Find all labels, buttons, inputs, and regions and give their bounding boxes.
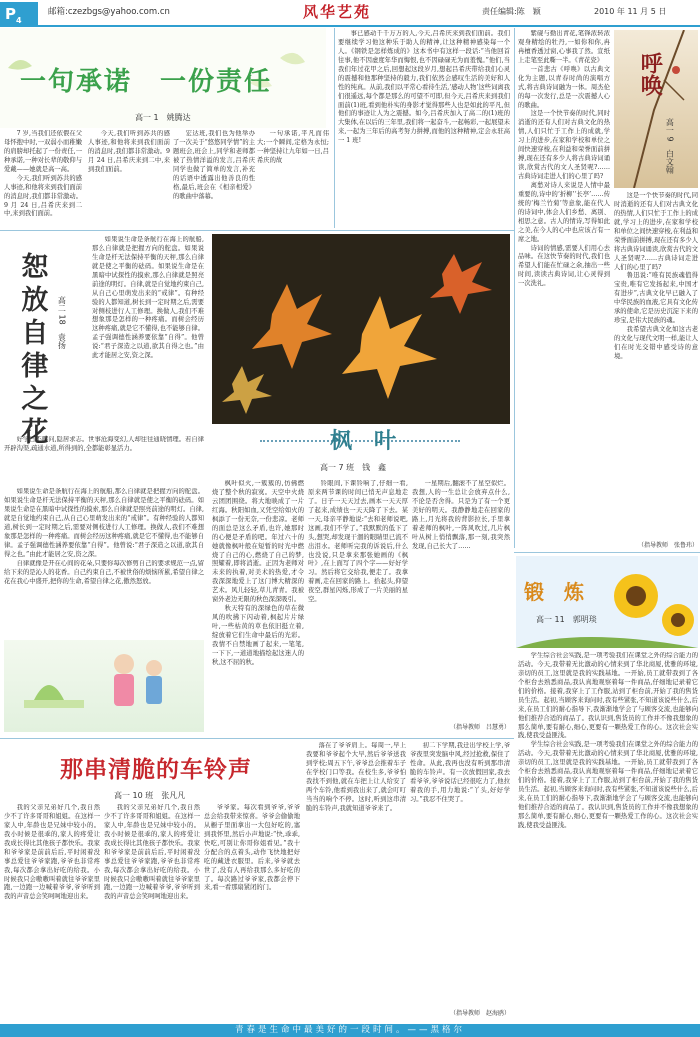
page-number: 4 xyxy=(16,16,22,25)
bell-title-area xyxy=(4,742,324,802)
article-column: 我的父亲兄弟好几个,我自然少不了许多哥哥和姐姐。在这样一家人中,年龄也是兄妹中较小的。我小时候是很乖的,家人的疼爱让我成长得比其他孩子都快乐。我家和爷爷家是前前后后,平时闲着没事总爱往爷爷家跑,爷爷也非常疼我,每次都会拿出好吃的给我。小时候我只会嗷嗷叫着就往爷爷家里跑,一边跑一边喊着爷爷,爷爷听到我的声音总会笑呵呵地迎出来。 xyxy=(4,804,100,901)
article-column: 这是一个快节奏的时代,同时消逝的还有人们对古典文化的热情,人们只忙于工作上的成就,学习上的进步,在家和学校和单位之间快速穿梭,在利益和荣誉面前拼搏,现在还有多少人将古典诗词诵读,欣赏古代的文人圣贤呢?……古典诗词走进人们的心里了吗? 鲁迅说:“唯有民族魂值得宝贵,唯有它发扬起来,中国才有进步”,古典文化早已融入了中华民族的血液,它具有文化传承的使命,它是历史沉淀下来的珍宝,是伟大民族的魂。 我希望古典文化如这古老的文化与现代文明一样,能让人们在时光交错中感受诗的意境。 xyxy=(614,192,698,360)
article-column: 宏达班,我们也为他举办了一次关于“悠悠同学情”的主题班会,班会上,同学和老师都被了热情洋溢的发言,吕希庆同学也做了简单的发言,补充的话语中透露出他善良的性格,最后,班会在《相亲相爱》的歌曲中落幕。 xyxy=(173,130,255,200)
article-title: 锻 炼 xyxy=(524,580,584,604)
article-byline: 高一 9 白文翰 xyxy=(665,118,675,174)
editor-credit: 责任编辑:陈 颖 xyxy=(482,7,541,16)
article-column: 自律就像是开在心间的花朵,只要你每次修剪自己的要求规范一点,留给下来的是沁人的花香。自己约束自己,不被世俗的烦恼所累,希望自律之花在我心中盛开,把你的生命,希望自律之花,傲然怒放。 xyxy=(4,560,204,585)
article-byline: 高二 18 袁扬 xyxy=(57,296,67,349)
article-column: 铃眼间,下课铃响了,仔细一看,原来两节课的时间已悄无声息地走了。日子一天天过去,画本一天天厚了起来,成绩也一天天降了下去。某一天,母亲平静地说:“去和老师说吧,这画,我们不学了。”我默默的低下了头,想哭,却发现干涸的眼睛里已流不出泪水。老师听完我的诉说后,什么也没说,只是拿来那张她画的《枫叶》,在上面写了四个字——好好学习。然后将它交给我,便走了。我拿着画,走在回家的路上。拾起头,仰望夜空,群星闪烁,形成了一片美丽的星空。 xyxy=(308,480,408,604)
page-number-tab xyxy=(0,2,38,26)
page-header xyxy=(0,0,700,26)
article-column: 7 岁,当我们还依偎在父母怀抱中时,一双弱小而稚嫩的肩膀却托起了一份责任,一种承诺,一种对长辈的敬仰与爱戴——她就是高一高。 今天,我们听到苏共的感人事迹,和他将来到我们面前的消息时,我们都非常激动。9 月 24 日,吕希庆来到二中,来到我们面前。 xyxy=(4,130,82,218)
article-continuation: 紫砚与勤出青花,笔锋浓转浓观身精绘的牡丹,一如你和你,冉冉檀香透过窗,心事我了然。宣纸上走笔至此嘶一半。《青花瓷》 一首悲古《呼唤》以古典文化为主题,以青春时尚的演唱方式,将古典诗词融为一体。周杰伦的每一次发行,总是一次震撼人心的歌曲。 这是一个快节奏的时代,同时消逝的还有人们对古典文化的热情,人们只忙于工作上的成就,学习上的进步,在家和学校和单位之间快速穿梭,在利益和荣誉面前拼搏,现在还有多少人将古典诗词诵读,欣赏古代的文人圣贤呢?……古典诗词走进人们的心里了吗? 离愁对诗人来说是人情中最重要的,诗中的‘折柳’‘长亭’……传统的‘梅兰竹菊’等意象,能在代人的诗词中,体会人们乡愁、离别、相思之意。古人的情诗,写得如此之美,在今人的心中也应该占有一席之地。 诗词的情感,需要人们用心去品味。在这快节奏的时代,我们也希望人们能在忙碌之余,抽出一些时间,读读古典诗词,让心灵得到一次洗礼。 xyxy=(518,30,610,288)
page-label: P xyxy=(5,5,16,23)
students-icon xyxy=(4,640,204,732)
hu-huan-title-panel xyxy=(614,30,698,188)
article-column: 学生综合社会实践,是一项考验我们在课堂之外的综合能力的活动。今天,我带着无比激动的心情来到了华北商厦,优雅的环境,亲切的员工,这里就是我的实践基地。一开始,员工就带我到了各个柜台去熟悉商品,我认真地观察着每一件商品,仔细地记录着它们的价格。接着,我穿上了工作服,站到了柜台前,开始了我的售货员生活。起初,当顾客来询问时,我有些紧张,不知道该说些什么,后来,在员工们的耐心指导下,我渐渐地学会了与顾客交流,也能够向他们推荐合适的商品了。我认识到,售货员的工作并不像我想象的那么简单,要有耐心,细心,更要有一颗热爱工作的心。这次社会实践,使我受益匪浅。 学生综合社会实践,是一项考验我们在课堂之外的综合能力的活动。今天,我带着无比激动的心情来到了华北商厦,优雅的环境,亲切的员工,这里就是我的实践基地。一开始,员工就带我到了各个柜台去熟悉商品,我认真地观察着每一件商品,仔细地记录着它们的价格。接着,我穿上了工作服,站到了柜台前,开始了我的售货员生活。起初,当顾客来询问时,我有些紧张,不知道该说些什么,后来,在员工们的耐心指导下,我渐渐地学会了与顾客交流,也能够向他们推荐合适的商品了。我认识到,售货员的工作并不像我想象的那么简单,要有耐心,细心,更要有一颗热爱工作的心。这次社会实践,使我受益匪浅。 xyxy=(518,652,698,829)
article-column: 如果说生命是条航行在海上的航船,那么自律就是把握方向的舵盘。如果说生命是杆无法保持平衡的天秤,那么自律就是使之平衡的砝码。如果说生命是在黑暗中试探性的摸索,那么自律就是照亮前途的明灯。自律,就是自觉地约束自己,从自己心里萌发出来的“戒律”。有种经验的人都知道,树长到一定时期之后,需要对侧枝进行人工修理。换做人,我们不难想象那是怎样的一种疼痛。而树会经历这种疼痛,就是它不懂得,也不能够自律。孟子强调德性涵养要依靠“自得”。他曾说:“君子深造之以道,欲其自得之也。”由此才能居之安,资之深。 xyxy=(4,488,204,558)
article-title: 呼唤 xyxy=(637,52,663,96)
article-column: 落在了爷爷肩上。每周一,早上我要和爷爷起个大早,然后爷爷送我到学校;周五下午,爷爷总会推着车子在学校门口等我。在校生多,爷爷怕我找不到他,就在车把上让人给安了两个车铃,他看到我出来了,就会叮叮当当的响个不停。这时,听到这串清脆的车铃声,我就知道爷爷来了。 xyxy=(306,742,406,812)
article-column: 如果说生命是条航行在海上的航船,那么自律就是把握方向的舵盘。如果说生命是杆无法保持平衡的天秤,那么自律就是使之平衡的砝码。如果说生命是在黑暗中试探性的摸索,那么自律就是照亮前途的明灯。自律,就是自觉地约束自己,从自己心里萌发出来的“戒律”。有种经验的人都知道,树长到一定时期之后,需要对侧枝进行人工修理。换做人,我们不难想象那是怎样的一种疼痛。而树会经历这种疼痛,就是它不懂得,也不能够自律。孟子强调德性涵养要依靠“自得”。他曾说:“君子深造之以道,欲其自得之也。”由此才能居之安,资之深。 xyxy=(92,236,204,360)
maple-leaves-photo xyxy=(212,234,510,424)
article-promise-title-area xyxy=(0,28,326,128)
issue-date: 2010 年 11 月 5 日 xyxy=(594,7,667,16)
duanlian-title-panel xyxy=(516,556,698,648)
article-title: 那串清脆的车铃声 xyxy=(60,757,252,783)
advisor-signature: （指导教师 赵海鸥） xyxy=(449,1010,510,1017)
article-column: 枫叶似火,一簇簇的,仿佛燃烧了整个秋的寂寞。天空中火烧云团团围绕。将大地映成了一片红海。秋阳如血,又凭空给如火的枫添了一份无奈,一份悲凉。老师的面总是这么矛盾,也许,她那时的心便是矛盾的吧。年过六十的她就像枫叶般在短暂的时光中燃烧了自己的心,燃烧了自己的梦,照耀着,即将消逝。正因为老师对未来的执着,对美术的热爱,才令我深深地爱上了这门博大精深的艺术。风儿轻轻,草儿青青。我被窗外老边无限的秋色深深吸引。 秋天特有的深绿色的草在微风的吹拂下闪动着,枫起片片绿叶,一些枯黄的草也依旧挺立着,绽放着它们生命中最后的光彩。我情不自禁地画了起来,一笔笔,一下下,一道道地描绘起这迷人的秋,这不屈的秋。 xyxy=(212,480,304,666)
article-byline: 高一 11 郭明琰 xyxy=(536,615,597,624)
article-column: 爷爷家。每次看到爷爷,爷爷总会给我带来惊喜。爷爷会偷偷地从橱子里面拿出一大包好吃的,塞到我怀里,然后小声地说:“快,乖乖,快吃,可别让你哥你姐看见。”我十分配合的点着头,动作飞快地把好吃的藏进衣服里。后来,爷爷就去世了,没有人再给我那么多好吃的了。每次路过爷爷家,我都会停下来,看一看那扇紧闭的门。 xyxy=(204,804,300,892)
header-rule xyxy=(0,25,700,27)
footer-quote: 青春是生命中最美好的一段时间。——黑格尔 xyxy=(0,1024,700,1037)
section-title: 风华艺苑 xyxy=(303,3,372,21)
email-address: 邮箱:czezbgs@yahoo.com.cn xyxy=(48,7,170,17)
advisor-signature: （指导教师 张鲁玮） xyxy=(637,542,698,549)
article-title: 一句承诺 一份责任 xyxy=(20,67,273,97)
maple-title-area xyxy=(212,426,510,478)
article-title: 枫 叶 xyxy=(330,429,397,454)
article-continuation: 事已感动千千万万的人,今天,吕希庆来到我们面前。我们要继续学习他这种乐于助人的精神,让这种精神感染每一个人。《钢铁是怎样炼成的》这本书中有这样一段话:“当他回首往事,他不因虚度年华而悔恨,也不因碌碌无为而羞愧。”他们,当我们年过花甲之后,回想起这段岁月,想起吕希庆带给我们心灵的震撼和他那种坚持的毅力,我们依然会感叹生活的美好和人性的纯真。从前,我们以平常心看待生活,‘感动人物’这些词离我们很遥远,每个都是那么的可望不可即,但今天,吕希庆来到我们面前(1)班,看到他朴实的身影才觉得那些人也是如此的平凡,但他们的事迹让人为之震撼。如今,吕希庆加入了高二的(1)班的大集体,在以后的三年里,我们将一起奋斗,一起畅彩,一起展望未来,一起为三年后的高考努力拼搏,而他的这种精神,定会永驻高一 1 班! xyxy=(338,30,510,145)
article-column: 一星期后,翻滚不了星空似烂。我想,人的一生总让会放弃点什么,不论是否舍得。只是为了有一个更美好的明天。我静静地走在回家的路上,月光将我的背影拉长,手里拿着老师的枫叶,一阵风吹过,几片枫叶从树上悄悄飘落,那一刻,我突然发现,自己长大了…… xyxy=(412,480,510,550)
article-column: 好学日不暇问,隐居求志。世事沧海变幻,人却往往通晓情理。若自律开辟沟渠,疏通水道,所得到的,全都能彰显活力。 xyxy=(4,436,204,452)
article-column: 我的父亲兄弟好几个,我自然少不了许多哥哥和姐姐。在这样一家人中,年龄也是兄妹中较小的。我小时候是很乖的,家人的疼爱让我成长得比其他孩子都快乐。我家和爷爷家是前前后后,平时闲着没事总爱往爷爷家跑,爷爷也非常疼我,每次都会拿出好吃的给我。小时候我只会嗷嗷叫着就往爷爷家里跑,一边跑一边喊着爷爷,爷爷听到我的声音总会笑呵呵地迎出来。 xyxy=(104,804,200,901)
article-column: 初二下学期,我迁出学校上学,爷爷夜里突发脑中风,经过抢救,保住了性命。从此,我再也没有听到那串清脆的车铃声。有一次放假回家,我去看爷爷,爷爷说话已经很吃力了,他拉着我的手,用力地说:“丫头,好好学习。”我忍不住哭了。 xyxy=(410,742,510,803)
article-title: 恕放自律之花 xyxy=(16,252,48,450)
article-column: 一句承诺,平凡而伟大;一个瞬间,定格为永恒;一种坚持让九年如一日,吕希庆的故 xyxy=(257,130,329,164)
advisor-signature: （指导教师 吕慧勇） xyxy=(449,724,510,731)
maple-leaf-icon xyxy=(212,234,510,424)
article-column: 今天,我们听到苏共的感人事迹,和他将来到我们面前的消息时,我们都非常激动。9 月 24 日,吕希庆来到二中,来到我们面前。 xyxy=(88,130,170,173)
article-byline: 高一 7 班 钱 鑫 xyxy=(320,463,387,472)
article-byline: 高一 10 班 张凡凡 xyxy=(114,791,186,800)
article-byline: 高一 1 姚腾达 xyxy=(135,113,191,122)
students-illustration xyxy=(4,640,204,732)
